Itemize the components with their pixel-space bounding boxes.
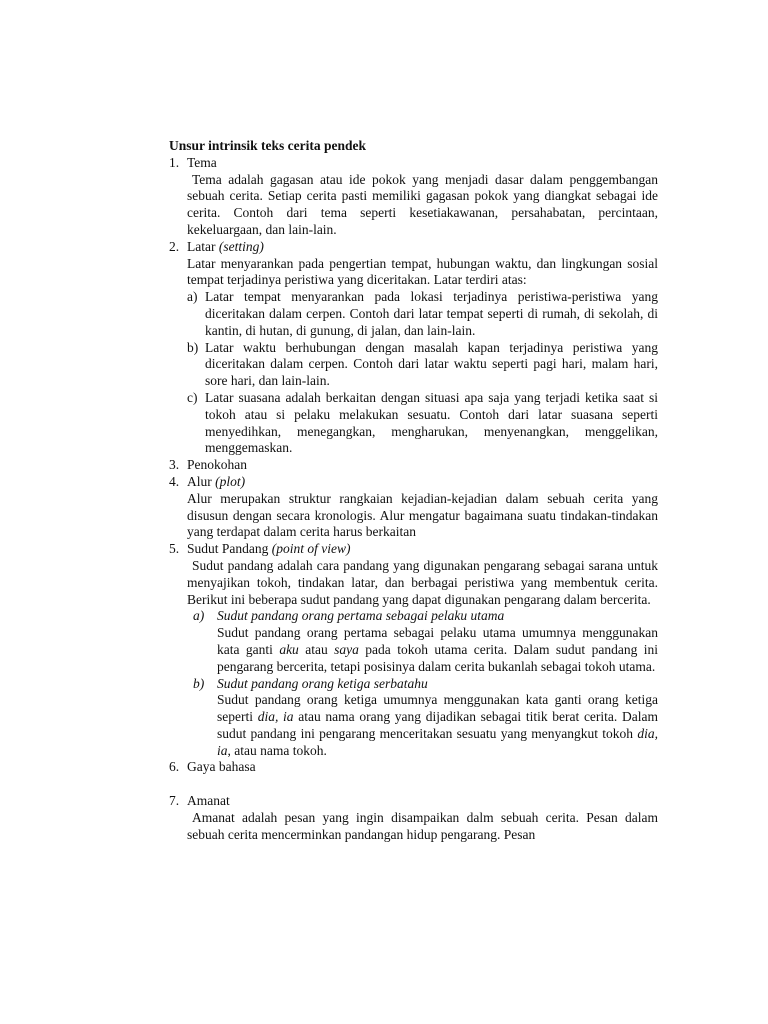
item-title (187, 474, 658, 491)
item-title: Gaya bahasa (187, 759, 256, 775)
list-item-sudut-pandang (169, 541, 658, 759)
sub-item-title: Sudut pandang orang ketiga serbatahu (217, 675, 428, 691)
item-number: 2. (169, 238, 180, 254)
item-title-text: Alur (187, 473, 212, 489)
item-number: 6. (169, 759, 180, 775)
sub-item-title: Sudut pandang orang pertama sebagai pelaku utama (217, 608, 505, 624)
text-run: pada tokoh utama cerita. Dalam sudut pandang ini pengarang bercerita, tetapi posisinya dalam cerita bukanlah sebagai tokoh utama. (217, 641, 658, 674)
sub-item-text: Latar suasana adalah berkaitan dengan situasi apa saja yang terjadi ketika saat si tokoh atau si pelaku melakukan sesuatu. Contoh dari latar suasana seperti menyedihkan, menegangkan, mengharukan, menyenangkan, menggelikan, menggemaskan. (205, 389, 658, 456)
item-title-italic: (plot) (215, 473, 246, 489)
sub-item-c (187, 390, 658, 457)
item-title (187, 239, 658, 256)
text-run-italic: dia, ia (217, 725, 658, 758)
item-body: Sudut pandang adalah cara pandang yang digunakan pengarang sebagai sarana untuk menyajikan tokoh, tindakan latar, dan berbagai peristiwa yang membentuk cerita. Berikut ini beberapa sudut pandang yang dapat digunakan pengarang dalam bercerita. (187, 557, 658, 607)
sub-item-label: a) (193, 608, 205, 624)
sub-item-a (187, 289, 658, 339)
sub-item-b (187, 340, 658, 390)
blank-line (169, 776, 658, 793)
item-body: Tema adalah gagasan atau ide pokok yang menjadi dasar dalam penggembangan sebuah cerita. Setiap cerita pasti memiliki gagasan pokok yang diangkat sebagai ide cerita. Contoh dari tema seperti kesetiakawanan, persahabatan, percintaan, kekeluargaan, dan lain-lain. (187, 171, 658, 237)
item-number: 7. (169, 793, 180, 809)
text-run: , atau nama tokoh. (227, 742, 327, 758)
text-run: Sudut pandang orang ketiga umumnya menggunakan kata ganti orang ketiga seperti (217, 692, 658, 725)
list-item-penokohan (169, 457, 658, 474)
item-number: 4. (169, 473, 180, 489)
item-title-italic: (setting) (218, 238, 264, 254)
document-heading: Unsur intrinsik teks cerita pendek (169, 138, 367, 153)
item-title: Tema (187, 154, 217, 170)
item-number: 3. (169, 457, 180, 473)
list-item-latar (169, 239, 658, 457)
list-item-alur (169, 474, 658, 541)
item-title-text: Latar (187, 238, 216, 254)
item-title: Amanat (187, 793, 230, 809)
sub-item-text (217, 625, 658, 675)
text-run: atau nama orang yang dijadikan sebagai titik berat cerita. Dalam sudut pandang ini pengarang menceritakan sesuatu yang menyangkut tokoh (217, 709, 658, 741)
item-title: Penokohan (187, 457, 247, 473)
sub-item-label: c) (187, 389, 198, 405)
text-run-italic: aku (279, 641, 299, 657)
item-title-text: Sudut Pandang (187, 541, 269, 557)
sub-item-label: a) (187, 289, 198, 305)
sub-item-label: b) (187, 339, 199, 355)
item-title (187, 541, 658, 558)
sub-item-text: Latar tempat menyarankan pada lokasi terjadinya peristiwa-peristiwa yang diceritakan dalam cerpen. Contoh dari latar tempat seperti di rumah, di sekolah, di kantin, di hutan, di gunung, di jalan, dan lain-lain. (205, 289, 658, 338)
list-item-amanat (169, 793, 658, 843)
sub-item-text: Latar waktu berhubungan dengan masalah kapan terjadinya peristiwa yang diceritakan dalam cerpen. Contoh dari latar waktu seperti pagi hari, malam hari, sore hari, dan lain-lain. (205, 339, 658, 389)
sub-item-a (187, 608, 658, 675)
item-number: 1. (169, 154, 180, 170)
item-body: Latar menyarankan pada pengertian tempat, hubungan waktu, dan lingkungan sosial tempat terjadinya peristiwa yang diceritakan. Latar terdiri atas: (187, 255, 658, 288)
text-run: Sudut pandang orang pertama sebagai pelaku utama umumnya menggunakan kata ganti (217, 625, 658, 657)
sub-item-label: b) (193, 675, 205, 691)
item-body: Alur merupakan struktur rangkaian kejadian-kejadian dalam sebuah cerita yang disusun dengan secara kronologis. Alur mengatur bagaimana suatu tindakan-tindakan yang terdapat dalam cerita harus berkaitan (187, 490, 658, 540)
item-body: Amanat adalah pesan yang ingin disampaikan dalm sebuah cerita. Pesan dalam sebuah cerita mencerminkan pandangan hidup pengarang. Pesan (187, 810, 658, 842)
document-content (169, 138, 658, 844)
text-run-italic: dia, ia (257, 709, 294, 725)
text-run-italic: saya (334, 641, 359, 657)
text-run: atau (298, 641, 335, 657)
sub-item-b (187, 676, 658, 760)
list-item-gaya-bahasa (169, 759, 658, 776)
item-number: 5. (169, 541, 180, 557)
item-title-italic: (point of view) (271, 541, 351, 557)
list-item-tema (169, 155, 658, 239)
sub-item-text (217, 692, 658, 759)
